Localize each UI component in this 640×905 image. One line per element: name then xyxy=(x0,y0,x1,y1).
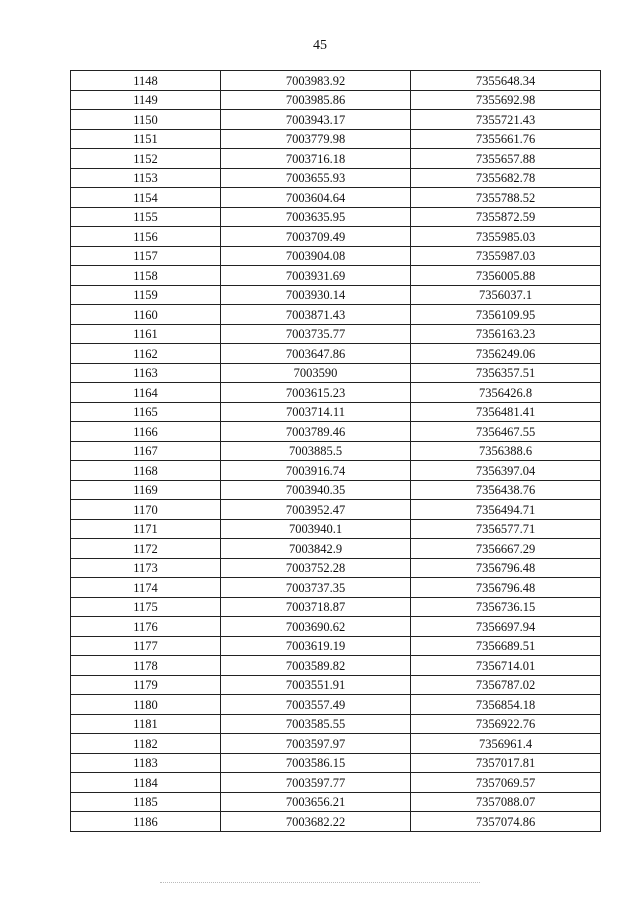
point-number-cell: 1163 xyxy=(71,363,221,383)
y-coordinate-cell: 7356736.15 xyxy=(411,597,601,617)
page-number: 45 xyxy=(313,38,327,53)
x-coordinate-cell: 7003885.5 xyxy=(221,441,411,461)
table-row xyxy=(71,753,601,773)
y-coordinate-cell: 7357088.07 xyxy=(411,792,601,812)
point-number-cell: 1176 xyxy=(71,617,221,637)
table-row xyxy=(71,266,601,286)
x-coordinate-cell: 7003619.19 xyxy=(221,636,411,656)
table-row xyxy=(71,812,601,832)
table-row xyxy=(71,734,601,754)
point-number-cell: 1167 xyxy=(71,441,221,461)
x-coordinate-cell: 7003985.86 xyxy=(221,90,411,110)
table-row xyxy=(71,344,601,364)
x-coordinate-cell: 7003690.62 xyxy=(221,617,411,637)
table-row xyxy=(71,363,601,383)
table-row xyxy=(71,675,601,695)
table-row xyxy=(71,519,601,539)
table-row xyxy=(71,305,601,325)
x-coordinate-cell: 7003737.35 xyxy=(221,578,411,598)
y-coordinate-cell: 7356109.95 xyxy=(411,305,601,325)
point-number-cell: 1184 xyxy=(71,773,221,793)
x-coordinate-cell: 7003916.74 xyxy=(221,461,411,481)
footer-divider xyxy=(160,882,480,883)
table-row xyxy=(71,71,601,91)
y-coordinate-cell: 7356697.94 xyxy=(411,617,601,637)
point-number-cell: 1159 xyxy=(71,285,221,305)
y-coordinate-cell: 7356467.55 xyxy=(411,422,601,442)
point-number-cell: 1148 xyxy=(71,71,221,91)
table-row xyxy=(71,246,601,266)
table-row xyxy=(71,539,601,559)
y-coordinate-cell: 7356438.76 xyxy=(411,480,601,500)
table-row xyxy=(71,578,601,598)
table-row xyxy=(71,773,601,793)
table-row xyxy=(71,558,601,578)
y-coordinate-cell: 7355788.52 xyxy=(411,188,601,208)
y-coordinate-cell: 7356037.1 xyxy=(411,285,601,305)
point-number-cell: 1161 xyxy=(71,324,221,344)
y-coordinate-cell: 7355872.59 xyxy=(411,207,601,227)
y-coordinate-cell: 7355721.43 xyxy=(411,110,601,130)
table-row xyxy=(71,188,601,208)
point-number-cell: 1186 xyxy=(71,812,221,832)
x-coordinate-cell: 7003604.64 xyxy=(221,188,411,208)
point-number-cell: 1160 xyxy=(71,305,221,325)
y-coordinate-cell: 7356796.48 xyxy=(411,578,601,598)
point-number-cell: 1170 xyxy=(71,500,221,520)
x-coordinate-cell: 7003656.21 xyxy=(221,792,411,812)
y-coordinate-cell: 7356577.71 xyxy=(411,519,601,539)
y-coordinate-cell: 7356494.71 xyxy=(411,500,601,520)
table-row xyxy=(71,597,601,617)
y-coordinate-cell: 7356854.18 xyxy=(411,695,601,715)
point-number-cell: 1150 xyxy=(71,110,221,130)
x-coordinate-cell: 7003716.18 xyxy=(221,149,411,169)
x-coordinate-cell: 7003940.35 xyxy=(221,480,411,500)
y-coordinate-cell: 7356005.88 xyxy=(411,266,601,286)
x-coordinate-cell: 7003586.15 xyxy=(221,753,411,773)
y-coordinate-cell: 7357069.57 xyxy=(411,773,601,793)
point-number-cell: 1169 xyxy=(71,480,221,500)
table-row xyxy=(71,402,601,422)
point-number-cell: 1151 xyxy=(71,129,221,149)
x-coordinate-cell: 7003930.14 xyxy=(221,285,411,305)
y-coordinate-cell: 7357074.86 xyxy=(411,812,601,832)
x-coordinate-cell: 7003943.17 xyxy=(221,110,411,130)
coordinates-table-body xyxy=(71,71,601,832)
point-number-cell: 1180 xyxy=(71,695,221,715)
point-number-cell: 1165 xyxy=(71,402,221,422)
y-coordinate-cell: 7355692.98 xyxy=(411,90,601,110)
x-coordinate-cell: 7003718.87 xyxy=(221,597,411,617)
y-coordinate-cell: 7356667.29 xyxy=(411,539,601,559)
point-number-cell: 1164 xyxy=(71,383,221,403)
x-coordinate-cell: 7003952.47 xyxy=(221,500,411,520)
point-number-cell: 1178 xyxy=(71,656,221,676)
x-coordinate-cell: 7003714.11 xyxy=(221,402,411,422)
point-number-cell: 1168 xyxy=(71,461,221,481)
point-number-cell: 1173 xyxy=(71,558,221,578)
y-coordinate-cell: 7355661.76 xyxy=(411,129,601,149)
table-row xyxy=(71,461,601,481)
y-coordinate-cell: 7355985.03 xyxy=(411,227,601,247)
point-number-cell: 1185 xyxy=(71,792,221,812)
y-coordinate-cell: 7356163.23 xyxy=(411,324,601,344)
point-number-cell: 1177 xyxy=(71,636,221,656)
point-number-cell: 1172 xyxy=(71,539,221,559)
point-number-cell: 1158 xyxy=(71,266,221,286)
table-row xyxy=(71,656,601,676)
y-coordinate-cell: 7356481.41 xyxy=(411,402,601,422)
x-coordinate-cell: 7003647.86 xyxy=(221,344,411,364)
x-coordinate-cell: 7003589.82 xyxy=(221,656,411,676)
table-row xyxy=(71,90,601,110)
x-coordinate-cell: 7003789.46 xyxy=(221,422,411,442)
table-row xyxy=(71,383,601,403)
point-number-cell: 1157 xyxy=(71,246,221,266)
point-number-cell: 1171 xyxy=(71,519,221,539)
x-coordinate-cell: 7003983.92 xyxy=(221,71,411,91)
y-coordinate-cell: 7356357.51 xyxy=(411,363,601,383)
point-number-cell: 1182 xyxy=(71,734,221,754)
x-coordinate-cell: 7003779.98 xyxy=(221,129,411,149)
table-row xyxy=(71,324,601,344)
y-coordinate-cell: 7356796.48 xyxy=(411,558,601,578)
point-number-cell: 1154 xyxy=(71,188,221,208)
x-coordinate-cell: 7003752.28 xyxy=(221,558,411,578)
x-coordinate-cell: 7003735.77 xyxy=(221,324,411,344)
point-number-cell: 1153 xyxy=(71,168,221,188)
y-coordinate-cell: 7356249.06 xyxy=(411,344,601,364)
point-number-cell: 1179 xyxy=(71,675,221,695)
table-row xyxy=(71,480,601,500)
x-coordinate-cell: 7003655.93 xyxy=(221,168,411,188)
table-row xyxy=(71,441,601,461)
table-row xyxy=(71,422,601,442)
x-coordinate-cell: 7003931.69 xyxy=(221,266,411,286)
y-coordinate-cell: 7356922.76 xyxy=(411,714,601,734)
y-coordinate-cell: 7355648.34 xyxy=(411,71,601,91)
point-number-cell: 1149 xyxy=(71,90,221,110)
point-number-cell: 1156 xyxy=(71,227,221,247)
point-number-cell: 1175 xyxy=(71,597,221,617)
point-number-cell: 1174 xyxy=(71,578,221,598)
table-row xyxy=(71,792,601,812)
table-row xyxy=(71,714,601,734)
x-coordinate-cell: 7003585.55 xyxy=(221,714,411,734)
x-coordinate-cell: 7003871.43 xyxy=(221,305,411,325)
table-row xyxy=(71,285,601,305)
table-row xyxy=(71,168,601,188)
y-coordinate-cell: 7356714.01 xyxy=(411,656,601,676)
table-row xyxy=(71,207,601,227)
y-coordinate-cell: 7356787.02 xyxy=(411,675,601,695)
x-coordinate-cell: 7003904.08 xyxy=(221,246,411,266)
table-row xyxy=(71,110,601,130)
y-coordinate-cell: 7355657.88 xyxy=(411,149,601,169)
y-coordinate-cell: 7356689.51 xyxy=(411,636,601,656)
table-row xyxy=(71,500,601,520)
x-coordinate-cell: 7003842.9 xyxy=(221,539,411,559)
point-number-cell: 1181 xyxy=(71,714,221,734)
x-coordinate-cell: 7003635.95 xyxy=(221,207,411,227)
y-coordinate-cell: 7356397.04 xyxy=(411,461,601,481)
table-row xyxy=(71,149,601,169)
point-number-cell: 1152 xyxy=(71,149,221,169)
x-coordinate-cell: 7003597.77 xyxy=(221,773,411,793)
table-row xyxy=(71,129,601,149)
y-coordinate-cell: 7355682.78 xyxy=(411,168,601,188)
point-number-cell: 1183 xyxy=(71,753,221,773)
x-coordinate-cell: 7003551.91 xyxy=(221,675,411,695)
table-row xyxy=(71,227,601,247)
x-coordinate-cell: 7003682.22 xyxy=(221,812,411,832)
y-coordinate-cell: 7357017.81 xyxy=(411,753,601,773)
coordinates-table xyxy=(70,70,601,832)
point-number-cell: 1166 xyxy=(71,422,221,442)
x-coordinate-cell: 7003615.23 xyxy=(221,383,411,403)
x-coordinate-cell: 7003557.49 xyxy=(221,695,411,715)
y-coordinate-cell: 7356426.8 xyxy=(411,383,601,403)
x-coordinate-cell: 7003940.1 xyxy=(221,519,411,539)
table-row xyxy=(71,617,601,637)
point-number-cell: 1155 xyxy=(71,207,221,227)
table-row xyxy=(71,636,601,656)
x-coordinate-cell: 7003590 xyxy=(221,363,411,383)
y-coordinate-cell: 7356961.4 xyxy=(411,734,601,754)
y-coordinate-cell: 7356388.6 xyxy=(411,441,601,461)
y-coordinate-cell: 7355987.03 xyxy=(411,246,601,266)
table-row xyxy=(71,695,601,715)
x-coordinate-cell: 7003709.49 xyxy=(221,227,411,247)
x-coordinate-cell: 7003597.97 xyxy=(221,734,411,754)
point-number-cell: 1162 xyxy=(71,344,221,364)
